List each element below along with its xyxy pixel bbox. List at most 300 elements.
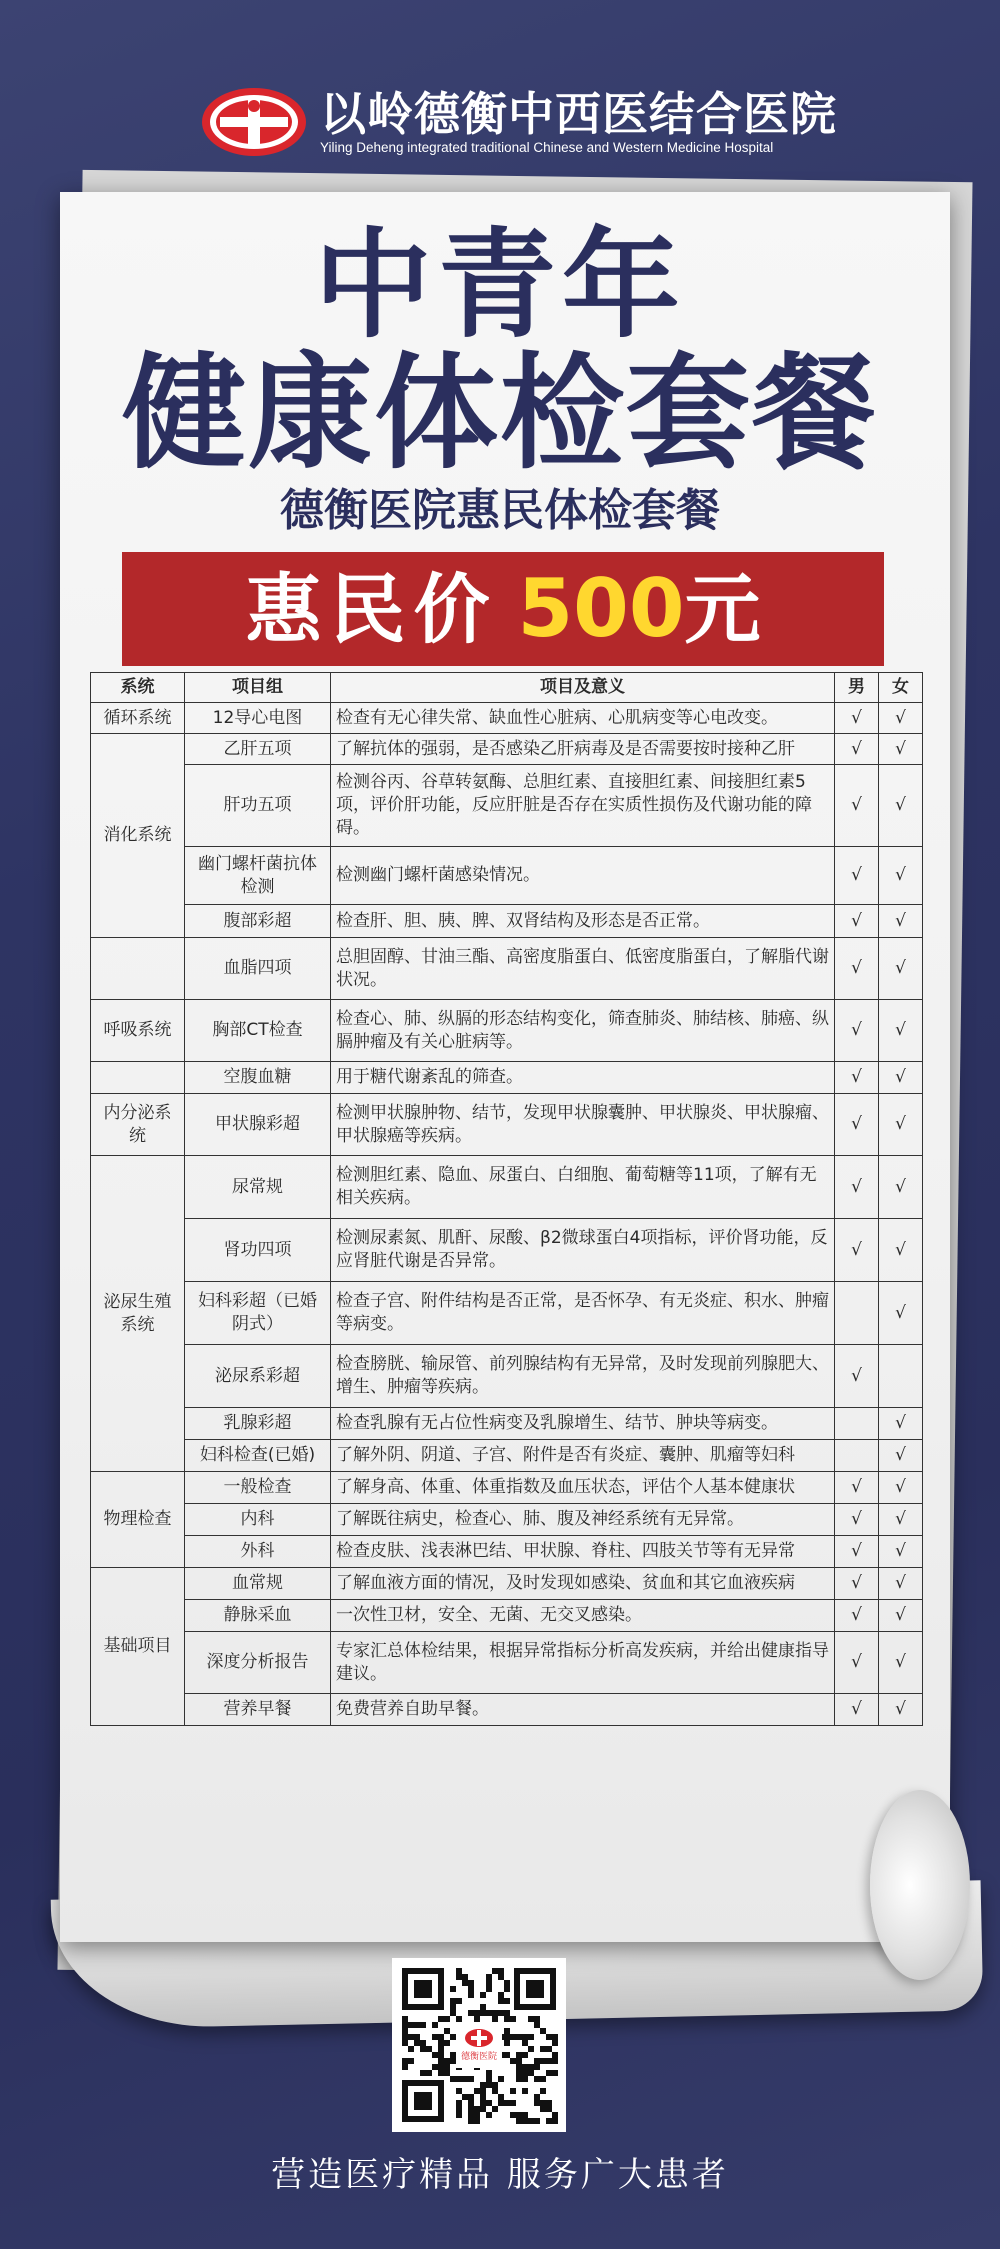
header-description: 项目及意义 — [331, 673, 835, 703]
qr-module — [486, 2082, 492, 2088]
qr-module — [480, 2100, 486, 2106]
qr-module — [498, 2094, 504, 2100]
qr-module — [408, 2034, 414, 2040]
description-cell: 检测尿素氮、肌酐、尿酸、β2微球蛋白4项指标，评价肾功能，反应肾脏代谢是否异常。 — [331, 1219, 835, 1282]
group-cell: 妇科彩超（已婚阴式） — [185, 1282, 331, 1345]
qr-module — [468, 1992, 474, 1998]
qr-module — [468, 2076, 474, 2082]
qr-module — [486, 2112, 492, 2118]
qr-module — [522, 2064, 528, 2070]
qr-module — [480, 2088, 486, 2094]
qr-module — [504, 1986, 510, 1992]
qr-module — [504, 1980, 510, 1986]
qr-module — [486, 1974, 492, 1980]
group-cell: 妇科检查(已婚) — [185, 1440, 331, 1472]
qr-module — [474, 2088, 480, 2094]
qr-module — [552, 2112, 558, 2118]
qr-module — [432, 2034, 438, 2040]
qr-module — [456, 2088, 462, 2094]
qr-module — [486, 2010, 492, 2016]
qr-module — [510, 2112, 516, 2118]
group-cell: 一般检查 — [185, 1472, 331, 1504]
female-check: √ — [879, 905, 923, 938]
qr-module — [468, 2112, 474, 2118]
qr-module — [534, 2064, 540, 2070]
group-cell: 内科 — [185, 1504, 331, 1536]
male-check — [835, 1440, 879, 1472]
group-cell: 幽门螺杆菌抗体检测 — [185, 847, 331, 905]
qr-module — [438, 2064, 444, 2070]
exam-table — [90, 672, 923, 1726]
group-cell: 血脂四项 — [185, 938, 331, 1000]
male-check: √ — [835, 1062, 879, 1094]
female-check: √ — [879, 1472, 923, 1504]
male-check: √ — [835, 1504, 879, 1536]
qr-module — [540, 2106, 546, 2112]
qr-module — [462, 2094, 468, 2100]
title-line1: 中青年 — [313, 216, 686, 354]
male-check: √ — [835, 1472, 879, 1504]
qr-module — [510, 2034, 516, 2040]
qr-module — [522, 2070, 528, 2076]
qr-module — [468, 1980, 474, 1986]
qr-module — [522, 2040, 528, 2046]
qr-module — [450, 1986, 456, 1992]
qr-module — [516, 2076, 522, 2082]
qr-module — [456, 2076, 462, 2082]
qr-module — [402, 2034, 408, 2040]
qr-module — [522, 2052, 528, 2058]
qr-module — [534, 2058, 540, 2064]
description-cell: 了解抗体的强弱，是否感染乙肝病毒及是否需要按时接种乙肝 — [331, 734, 835, 765]
qr-module — [546, 2106, 552, 2112]
qr-module — [528, 2064, 534, 2070]
header-female: 女 — [879, 673, 923, 703]
qr-module — [546, 2046, 552, 2052]
qr-module — [456, 2100, 462, 2106]
female-check: √ — [879, 1094, 923, 1156]
qr-module — [450, 2004, 456, 2010]
qr-module — [528, 2118, 534, 2124]
qr-module — [450, 2058, 456, 2064]
price-unit: 元 — [684, 565, 761, 654]
qr-module — [540, 2058, 546, 2064]
qr-module — [540, 2100, 546, 2106]
qr-module — [552, 2070, 558, 2076]
description-cell: 检查肝、胆、胰、脾、双肾结构及形态是否正常。 — [331, 905, 835, 938]
table-row — [91, 1632, 923, 1694]
qr-module — [474, 2010, 480, 2016]
qr-module — [438, 2070, 444, 2076]
group-cell: 甲状腺彩超 — [185, 1094, 331, 1156]
qr-module — [522, 2076, 528, 2082]
qr-module — [492, 2016, 498, 2022]
qr-module — [468, 1986, 474, 1992]
male-check: √ — [835, 905, 879, 938]
description-cell: 总胆固醇、甘油三酯、高密度脂蛋白、低密度脂蛋白，了解脂代谢状况。 — [331, 938, 835, 1000]
group-cell: 静脉采血 — [185, 1600, 331, 1632]
qr-module — [534, 2016, 540, 2022]
qr-module — [492, 1968, 498, 1974]
description-cell: 检查膀胱、输尿管、前列腺结构有无异常，及时发现前列腺肥大、增生、肿瘤等疾病。 — [331, 1345, 835, 1408]
qr-module — [414, 2040, 420, 2046]
qr-module — [426, 2070, 432, 2076]
description-cell: 免费营养自助早餐。 — [331, 1694, 835, 1726]
qr-module — [516, 2052, 522, 2058]
qr-module — [498, 2076, 504, 2082]
qr-module — [504, 2034, 510, 2040]
system-cell: 物理检查 — [91, 1472, 185, 1568]
group-cell: 乳腺彩超 — [185, 1408, 331, 1440]
qr-module — [474, 2106, 480, 2112]
hospital-header — [200, 84, 837, 160]
hospital-logo-icon — [200, 86, 308, 158]
qr-module — [522, 2034, 528, 2040]
qr-module — [462, 1980, 468, 1986]
qr-module — [486, 2070, 492, 2076]
description-cell: 检测甲状腺肿物、结节，发现甲状腺囊肿、甲状腺炎、甲状腺瘤、甲状腺癌等疾病。 — [331, 1094, 835, 1156]
qr-module — [408, 2022, 414, 2028]
qr-module — [540, 2076, 546, 2082]
description-cell: 检查子宫、附件结构是否正常，是否怀孕、有无炎症、积水、肿瘤等病变。 — [331, 1282, 835, 1345]
description-cell: 检查有无心律失常、缺血性心脏病、心肌病变等心电改变。 — [331, 703, 835, 734]
qr-module — [450, 2010, 456, 2016]
table-row — [91, 1694, 923, 1726]
qr-module — [534, 2118, 540, 2124]
group-cell: 深度分析报告 — [185, 1632, 331, 1694]
qr-module — [528, 2034, 534, 2040]
male-check: √ — [835, 734, 879, 765]
qr-module — [474, 2118, 480, 2124]
qr-module — [498, 2010, 504, 2016]
female-check: √ — [879, 1694, 923, 1726]
qr-module — [468, 2010, 474, 2016]
qr-module — [420, 2070, 426, 2076]
qr-module — [516, 2058, 522, 2064]
qr-module — [510, 2058, 516, 2064]
qr-module — [546, 2118, 552, 2124]
description-cell: 检测胆红素、隐血、尿蛋白、白细胞、葡萄糖等11项，了解有无相关疾病。 — [331, 1156, 835, 1219]
qr-module — [552, 2052, 558, 2058]
qr-module — [522, 2118, 528, 2124]
qr-module — [450, 2076, 456, 2082]
qr-module — [504, 2028, 510, 2034]
qr-module — [552, 2040, 558, 2046]
female-check — [879, 1345, 923, 1408]
qr-module — [546, 2070, 552, 2076]
qr-module — [552, 2118, 558, 2124]
qr-module — [420, 2022, 426, 2028]
table-row — [91, 1600, 923, 1632]
qr-module — [540, 2088, 546, 2094]
qr-module — [486, 2100, 492, 2106]
qr-module — [510, 2100, 516, 2106]
table-row — [91, 1282, 923, 1345]
group-cell: 乙肝五项 — [185, 734, 331, 765]
male-check: √ — [835, 1156, 879, 1219]
male-check: √ — [835, 703, 879, 734]
qr-module — [402, 2016, 408, 2022]
hospital-name-cn: 以岭德衡中西医结合医院 — [320, 87, 837, 141]
description-cell: 用于糖代谢紊乱的筛查。 — [331, 1062, 835, 1094]
qr-module — [444, 2070, 450, 2076]
description-cell: 检查心、肺、纵膈的形态结构变化，筛查肺炎、肺结核、肺癌、纵膈肿瘤及有关心脏病等。 — [331, 1000, 835, 1062]
qr-module — [402, 2028, 408, 2034]
qr-module — [426, 2046, 432, 2052]
male-check: √ — [835, 938, 879, 1000]
male-check: √ — [835, 1345, 879, 1408]
qr-module — [552, 2058, 558, 2064]
qr-module — [510, 2016, 516, 2022]
qr-module — [438, 2040, 444, 2046]
male-check — [835, 1282, 879, 1345]
qr-module — [402, 2040, 408, 2046]
header-system: 系统 — [91, 673, 185, 703]
group-cell: 血常规 — [185, 1568, 331, 1600]
qr-module — [534, 2022, 540, 2028]
male-check: √ — [835, 1219, 879, 1282]
group-cell: 泌尿系彩超 — [185, 1345, 331, 1408]
table-row — [91, 1345, 923, 1408]
qr-module — [510, 2088, 516, 2094]
qr-module — [534, 2076, 540, 2082]
female-check: √ — [879, 847, 923, 905]
female-check: √ — [879, 1282, 923, 1345]
qr-module — [492, 2010, 498, 2016]
qr-caption: 德衡医院 — [460, 2052, 498, 2062]
table-row — [91, 734, 923, 765]
male-check: √ — [835, 1000, 879, 1062]
female-check: √ — [879, 1600, 923, 1632]
paper-curl — [870, 1790, 970, 1980]
table-row — [91, 1472, 923, 1504]
subtitle: 德衡医院惠民体检套餐 — [280, 485, 720, 536]
qr-module — [456, 1998, 462, 2004]
female-check: √ — [879, 734, 923, 765]
qr-module — [498, 2100, 504, 2106]
qr-module — [504, 2100, 510, 2106]
qr-module — [552, 2034, 558, 2040]
table-row — [91, 1219, 923, 1282]
qr-module — [438, 2046, 444, 2052]
qr-module — [486, 2076, 492, 2082]
qr-module — [432, 2022, 438, 2028]
qr-module — [504, 2010, 510, 2016]
qr-module — [468, 2106, 474, 2112]
female-check: √ — [879, 703, 923, 734]
male-check: √ — [835, 1694, 879, 1726]
qr-module — [438, 2034, 444, 2040]
male-check: √ — [835, 1632, 879, 1694]
hospital-name-en: Yiling Deheng integrated traditional Chinese and Western Medicine Hospital — [320, 140, 774, 155]
system-cell: 基础项目 — [91, 1568, 185, 1726]
male-check: √ — [835, 765, 879, 847]
female-check: √ — [879, 1504, 923, 1536]
qr-module — [480, 2004, 486, 2010]
table-row — [91, 1568, 923, 1600]
group-cell: 外科 — [185, 1536, 331, 1568]
description-cell: 了解血液方面的情况，及时发现如感染、贫血和其它血液疾病 — [331, 1568, 835, 1600]
qr-module — [468, 2100, 474, 2106]
qr-module — [444, 2058, 450, 2064]
qr-code-icon[interactable] — [392, 1958, 566, 2132]
table-row — [91, 905, 923, 938]
qr-module — [480, 2010, 486, 2016]
qr-module — [468, 2118, 474, 2124]
description-cell: 检测幽门螺杆菌感染情况。 — [331, 847, 835, 905]
qr-module — [516, 2118, 522, 2124]
description-cell: 检查皮肤、浅表淋巴结、甲状腺、脊柱、四肢关节等有无异常 — [331, 1536, 835, 1568]
qr-module — [474, 2112, 480, 2118]
qr-module — [498, 1992, 504, 1998]
qr-module — [402, 2022, 408, 2028]
group-cell: 腹部彩超 — [185, 905, 331, 938]
qr-module — [456, 2106, 462, 2112]
qr-module — [528, 2070, 534, 2076]
table-row — [91, 1504, 923, 1536]
qr-module — [432, 2064, 438, 2070]
female-check: √ — [879, 1440, 923, 1472]
description-cell: 检测谷丙、谷草转氨酶、总胆红素、直接胆红素、间接胆红素5项，评价肝功能，反应肝脏是否存在实质性损伤及代谢功能的障碍。 — [331, 765, 835, 847]
system-cell: 循环系统 — [91, 703, 185, 734]
qr-module — [456, 1968, 462, 1974]
qr-module — [462, 1974, 468, 1980]
qr-module — [450, 2052, 456, 2058]
qr-module — [516, 2112, 522, 2118]
qr-module — [468, 2094, 474, 2100]
female-check: √ — [879, 1408, 923, 1440]
male-check: √ — [835, 1536, 879, 1568]
qr-module — [444, 2040, 450, 2046]
system-cell — [91, 938, 185, 1000]
system-cell: 呼吸系统 — [91, 1000, 185, 1062]
qr-module — [492, 2088, 498, 2094]
male-check: √ — [835, 1568, 879, 1600]
table-row — [91, 765, 923, 847]
qr-module — [498, 1968, 504, 1974]
table-row — [91, 938, 923, 1000]
qr-module — [534, 2094, 540, 2100]
qr-module — [402, 2064, 408, 2070]
table-row — [91, 1094, 923, 1156]
description-cell: 了解既往病史，检查心、肺、腹及神经系统有无异常。 — [331, 1504, 835, 1536]
table-row — [91, 1408, 923, 1440]
female-check: √ — [879, 938, 923, 1000]
table-row — [91, 847, 923, 905]
qr-module — [504, 1998, 510, 2004]
female-check: √ — [879, 1000, 923, 1062]
qr-module — [450, 2034, 456, 2040]
group-cell: 肾功四项 — [185, 1219, 331, 1282]
group-cell: 尿常规 — [185, 1156, 331, 1219]
description-cell: 了解身高、体重、体重指数及血压状态，评估个人基本健康状 — [331, 1472, 835, 1504]
qr-module — [486, 1980, 492, 1986]
qr-module — [480, 2106, 486, 2112]
description-cell: 专家汇总体检结果，根据异常指标分析高发疾病，并给出健康指导建议。 — [331, 1632, 835, 1694]
male-check: √ — [835, 1600, 879, 1632]
qr-module — [516, 2070, 522, 2076]
qr-module — [534, 2100, 540, 2106]
qr-module — [540, 2028, 546, 2034]
qr-module — [414, 2034, 420, 2040]
qr-module — [546, 2058, 552, 2064]
qr-module — [456, 2016, 462, 2022]
qr-module — [546, 2034, 552, 2040]
table-row — [91, 1536, 923, 1568]
qr-module — [408, 2058, 414, 2064]
qr-module — [528, 2016, 534, 2022]
group-cell: 空腹血糖 — [185, 1062, 331, 1094]
title-line2: 健康体检套餐 — [121, 342, 878, 486]
price-amount: 500 — [517, 562, 685, 655]
qr-module — [456, 2112, 462, 2118]
qr-module — [546, 2100, 552, 2106]
female-check: √ — [879, 765, 923, 847]
qr-module — [504, 2052, 510, 2058]
qr-module — [492, 2082, 498, 2088]
male-check: √ — [835, 847, 879, 905]
qr-module — [504, 2040, 510, 2046]
male-check — [835, 1408, 879, 1440]
qr-module — [522, 2088, 528, 2094]
group-cell: 胸部CT检查 — [185, 1000, 331, 1062]
header-male: 男 — [835, 673, 879, 703]
qr-module — [444, 2064, 450, 2070]
qr-module — [402, 2058, 408, 2064]
qr-module — [528, 2046, 534, 2052]
qr-module — [474, 2016, 480, 2022]
footer-slogan: 营造医疗精品 服务广大患者 — [271, 2155, 729, 2195]
system-cell: 内分泌系统 — [91, 1094, 185, 1156]
qr-module — [480, 2082, 486, 2088]
qr-module — [504, 2016, 510, 2022]
price-banner — [122, 552, 884, 666]
table-row — [91, 703, 923, 734]
description-cell: 了解外阴、阴道、子宫、附件是否有炎症、囊肿、肌瘤等妇科 — [331, 1440, 835, 1472]
female-check: √ — [879, 1156, 923, 1219]
qr-module — [480, 2094, 486, 2100]
female-check: √ — [879, 1062, 923, 1094]
qr-module — [516, 2034, 522, 2040]
qr-module — [456, 1974, 462, 1980]
qr-module — [540, 2046, 546, 2052]
qr-module — [486, 1986, 492, 1992]
system-cell: 泌尿生殖系统 — [91, 1156, 185, 1472]
qr-module — [438, 2016, 444, 2022]
price-label: 惠民价 — [245, 565, 498, 654]
qr-module — [498, 1998, 504, 2004]
qr-module — [444, 2016, 450, 2022]
qr-module — [462, 2076, 468, 2082]
qr-module — [516, 2064, 522, 2070]
description-cell: 一次性卫材，安全、无菌、无交叉感染。 — [331, 1600, 835, 1632]
qr-module — [522, 2112, 528, 2118]
table-row — [91, 1440, 923, 1472]
description-cell: 检查乳腺有无占位性病变及乳腺增生、结节、肿块等病变。 — [331, 1408, 835, 1440]
qr-module — [408, 2046, 414, 2052]
table-header-row — [91, 673, 923, 703]
qr-module — [444, 2028, 450, 2034]
qr-module — [414, 2022, 420, 2028]
table-row — [91, 1000, 923, 1062]
qr-module — [438, 2052, 444, 2058]
qr-module — [492, 2106, 498, 2112]
qr-module — [498, 1974, 504, 1980]
female-check: √ — [879, 1632, 923, 1694]
qr-module — [420, 2046, 426, 2052]
qr-module — [438, 2058, 444, 2064]
female-check: √ — [879, 1536, 923, 1568]
